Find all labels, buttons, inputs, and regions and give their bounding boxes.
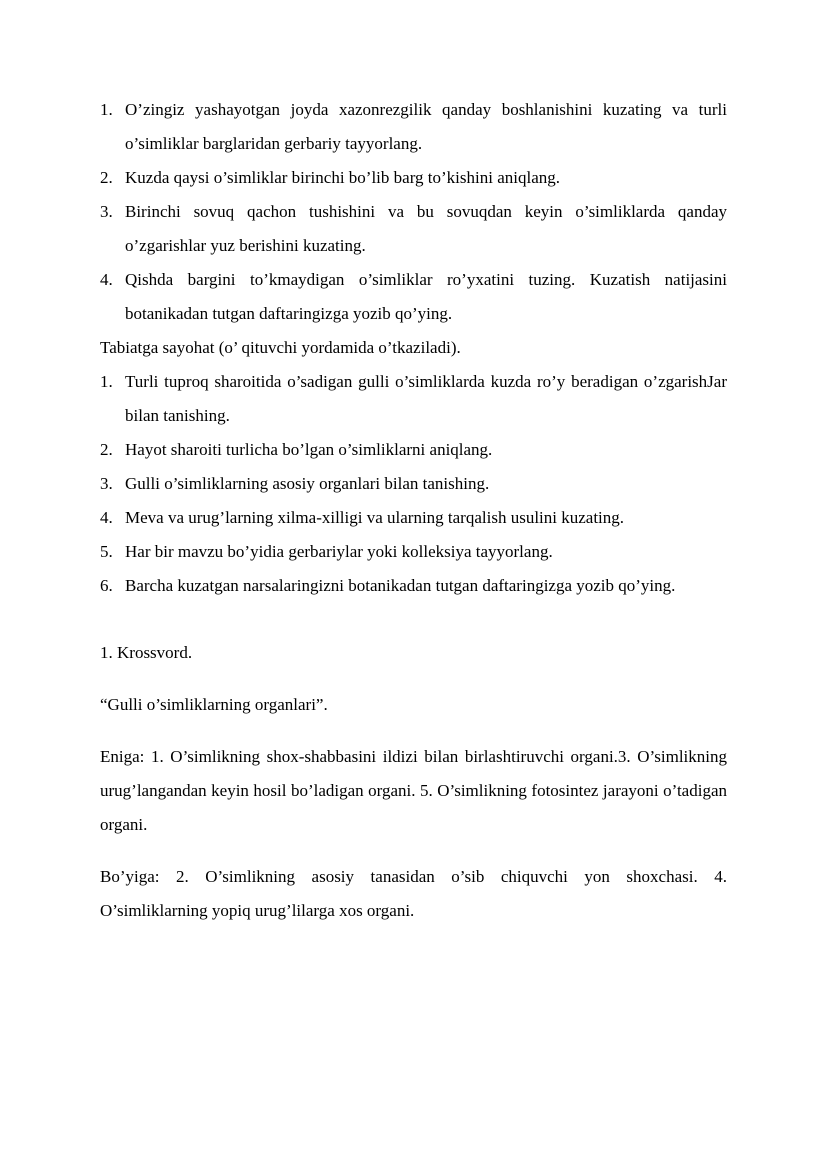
crossword-down-clues: Bo’yiga: 2. O’simlikning asosiy tanasidan o’sib chiquvchi yon shoxchasi. 4. O’simliklarning yopiq urug’lilarga xos organi. — [100, 867, 727, 920]
list-item-text: Har bir mavzu bo’yidia gerbariylar yoki kolleksiya tayyorlang. — [125, 542, 553, 561]
list-item-text: Meva va urug’larning xilma-xilligi va ularning tarqalish usulini kuzating. — [125, 508, 625, 527]
list-number: 6. — [100, 576, 113, 595]
list-item-text: Barcha kuzatgan narsalaringizni botanikadan tutgan daftaringizga yozib qo’ying. — [125, 576, 676, 595]
observation-task-list — [100, 93, 727, 331]
spacer — [100, 722, 727, 740]
list-number: 1. — [100, 372, 113, 391]
list-number: 3. — [100, 474, 113, 493]
list-item — [100, 93, 727, 161]
list-number: 1. — [100, 100, 113, 119]
excursion-heading: Tabiatga sayohat (o’ qituvchi yordamida o’tkaziladi). — [100, 338, 461, 357]
spacer — [100, 670, 727, 688]
list-item — [100, 501, 727, 535]
list-item — [100, 195, 727, 263]
crossword-title: “Gulli o’simliklarning organlari”. — [100, 695, 328, 714]
list-number: 3. — [100, 202, 113, 221]
list-item — [100, 535, 727, 569]
excursion-task-list — [100, 365, 727, 603]
crossword-heading: 1. Krossvord. — [100, 643, 193, 662]
list-item — [100, 467, 727, 501]
list-item-text: Kuzda qaysi o’simliklar birinchi bo’lib barg to’kishini aniqlang. — [125, 168, 561, 187]
crossword-across-clues: Eniga: 1. O’simlikning shox-shabbasini ildizi bilan birlashtiruvchi organi.3. O’simlikning urug’langandan keyin hosil bo’ladigan organi. 5. O’simlikning fotosintez jarayoni o’tadigan organi. — [100, 747, 727, 834]
list-item — [100, 569, 727, 603]
list-item-text: Gulli o’simliklarning asosiy organlari bilan tanishing. — [125, 474, 490, 493]
list-number: 2. — [100, 440, 113, 459]
list-item — [100, 263, 727, 331]
list-item — [100, 161, 727, 195]
spacer — [100, 842, 727, 860]
list-number: 5. — [100, 542, 113, 561]
list-item-text: Hayot sharoiti turlicha bo’lgan o’simliklarni aniqlang. — [125, 440, 493, 459]
list-item-text: O’zingiz yashayotgan joyda xazonrezgilik qanday boshlanishini kuzating va turli o’simliklar barglaridan gerbariy tayyorlang. — [125, 100, 727, 153]
list-item-text: Qishda bargini to’kmaydigan o’simliklar ro’yxatini tuzing. Kuzatish natijasini botanikadan tutgan daftaringizga yozib qo’ying. — [125, 270, 727, 323]
document-page — [100, 93, 727, 928]
list-item-text: Turli tuproq sharoitida o’sadigan gulli o’simliklarda kuzda ro’y beradigan o’zgarishJar bilan tanishing. — [125, 372, 727, 425]
spacer — [100, 603, 727, 636]
list-number: 4. — [100, 270, 113, 289]
list-number: 4. — [100, 508, 113, 527]
list-number: 2. — [100, 168, 113, 187]
list-item — [100, 433, 727, 467]
list-item-text: Birinchi sovuq qachon tushishini va bu sovuqdan keyin o’simliklarda qanday o’zgarishlar yuz berishini kuzating. — [125, 202, 727, 255]
list-item — [100, 365, 727, 433]
